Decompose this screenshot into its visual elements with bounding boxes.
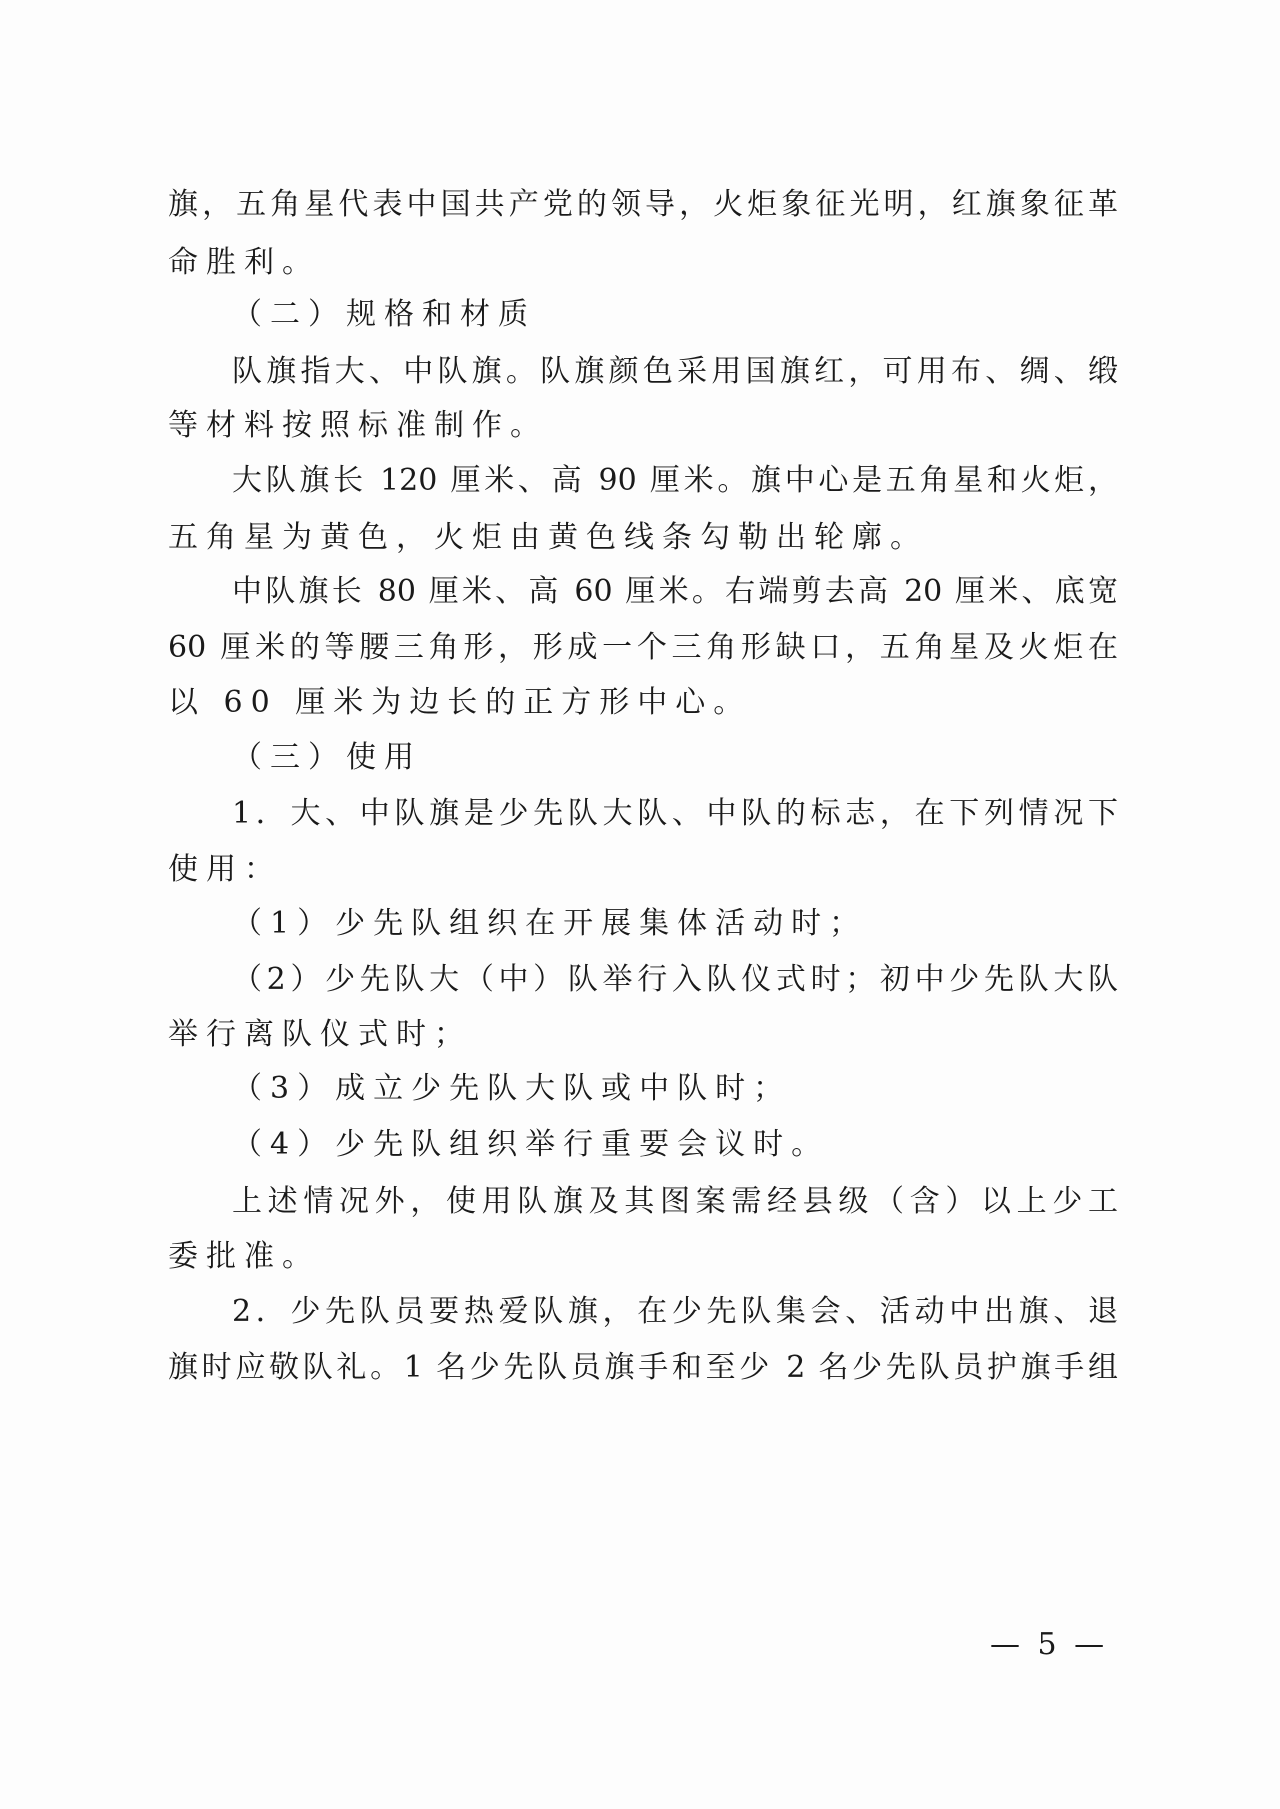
text-line: 以 60 厘米为边长的正方形中心。 [168,685,752,720]
text-line: 旗时应敬队礼。1 名少先队员旗手和至少 2 名少先队员护旗手组 [168,1350,1118,1385]
section-heading: （三）使用 [232,740,422,775]
list-item: （3）成立少先队大队或中队时； [232,1071,792,1106]
list-item: （1）少先队组织在开展集体活动时； [232,906,868,941]
text-line: 1．大、中队旗是少先队大队、中队的标志，在下列情况下 [232,796,1118,831]
text-line: 五角星为黄色，火炬由黄色线条勾勒出轮廓。 [168,520,928,555]
text-line: 委批准。 [168,1239,320,1274]
text-line: 中队旗长 80 厘米、高 60 厘米。右端剪去高 20 厘米、底宽 [232,574,1118,609]
text-line: 使用： [168,852,282,887]
text-line: 队旗指大、中队旗。队旗颜色采用国旗红，可用布、绸、缎 [232,354,1118,389]
text-line: 命胜利。 [168,245,320,280]
page-number: — 5 — [990,1627,1109,1662]
text-line: 60 厘米的等腰三角形，形成一个三角形缺口，五角星及火炬在 [168,630,1118,665]
text-line: 举行离队仪式时； [168,1017,472,1052]
text-line: 2．少先队员要热爱队旗，在少先队集会、活动中出旗、退 [232,1294,1118,1329]
text-line: 旗，五角星代表中国共产党的领导，火炬象征光明，红旗象征革 [168,187,1118,222]
text-line: 大队旗长 120 厘米、高 90 厘米。旗中心是五角星和火炬， [232,463,1118,498]
list-item: （2）少先队大（中）队举行入队仪式时；初中少先队大队 [232,962,1118,997]
text-line: 等材料按照标准制作。 [168,408,548,443]
section-heading: （二）规格和材质 [232,297,536,332]
text-line: 上述情况外，使用队旗及其图案需经县级（含）以上少工 [232,1184,1118,1219]
list-item: （4）少先队组织举行重要会议时。 [232,1127,830,1162]
